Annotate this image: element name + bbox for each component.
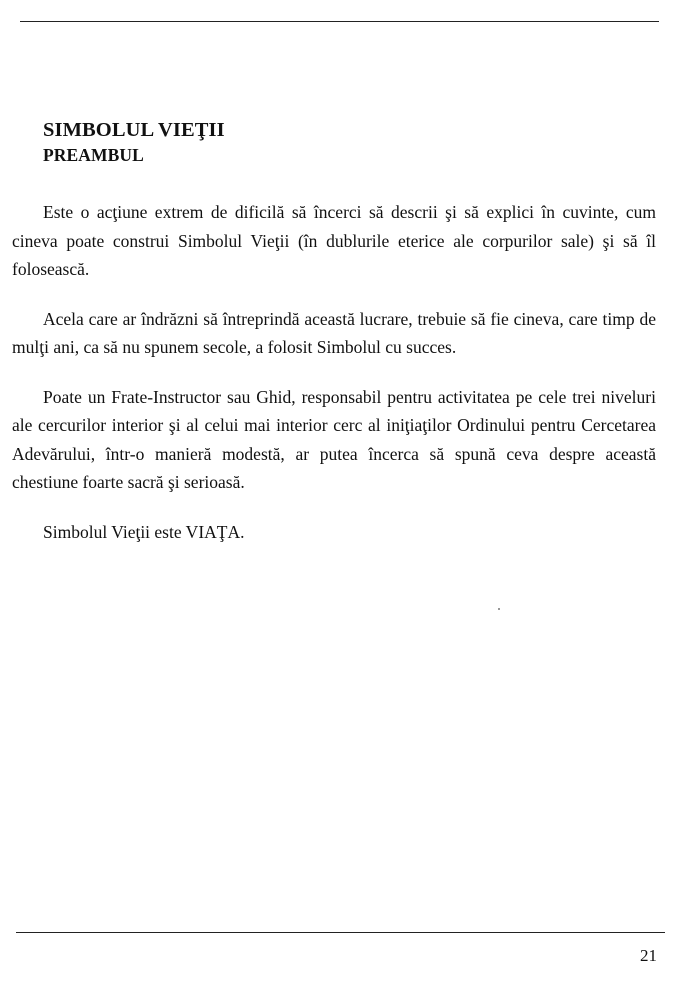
chapter-title: SIMBOLUL VIEŢII xyxy=(43,119,225,141)
page-content xyxy=(12,117,656,546)
bottom-rule xyxy=(16,932,665,933)
scan-speck xyxy=(498,608,500,610)
page-number: 21 xyxy=(640,946,657,965)
section-subtitle: PREAMBUL xyxy=(43,145,144,165)
paragraph-1: Este o acţiune extrem de dificilă să încerci să descrii şi să explici în cuvinte, cum cineva poate construi Simbolul Vieţii (în dublurile eterice ale corpurilor sale) şi să îl folosească. xyxy=(12,202,656,279)
paragraph-3: Poate un Frate-Instructor sau Ghid, responsabil pentru activitatea pe cele trei niveluri ale cercurilor interior şi al celui mai interior cerc al iniţiaţilor Ordinului pentru Cercetarea Adevărului, într-o manieră modestă, ar putea încerca să spună ceva despre această chestiune foarte sacră şi serioasă. xyxy=(12,386,656,492)
top-rule xyxy=(20,21,659,22)
paragraph-2: Acela care ar îndrăzni să întreprindă această lucrare, trebuie să fie cineva, care timp de mulţi ani, ca să nu spunem secole, a folosit Simbolul cu succes. xyxy=(12,308,656,357)
paragraph-4: Simbolul Vieţii este VIAŢA. xyxy=(43,521,245,542)
